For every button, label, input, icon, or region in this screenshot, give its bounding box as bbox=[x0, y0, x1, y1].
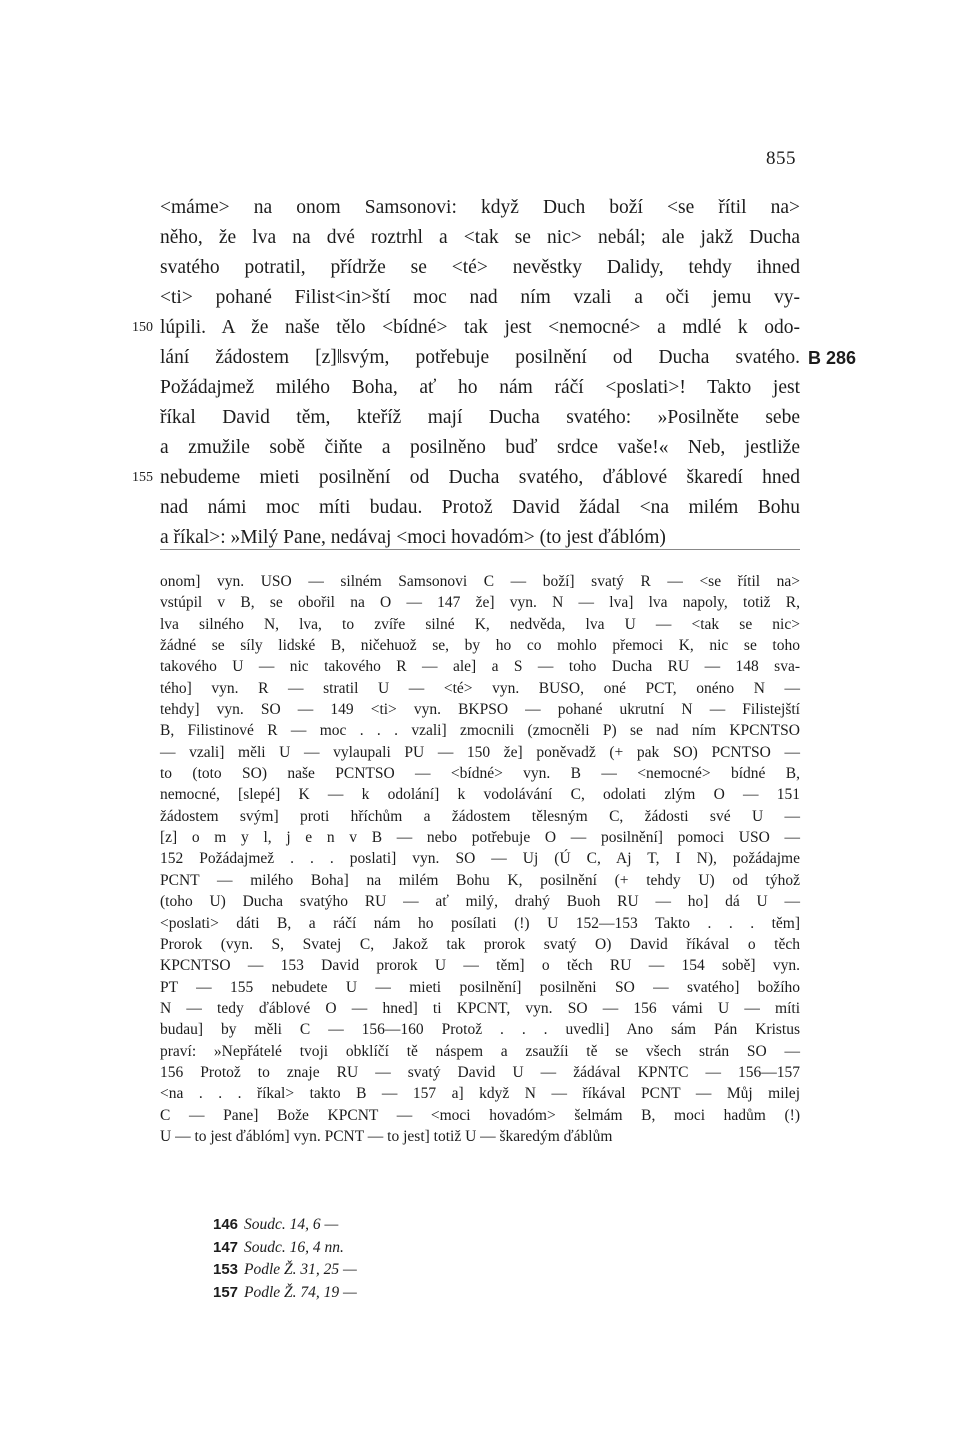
text-line bbox=[132, 463, 800, 493]
text-line bbox=[160, 373, 800, 403]
apparatus-line: PT — 155 nebudete U — mieti posilnění] posilněni SO — svatého] božího bbox=[160, 978, 800, 996]
line-number: 155 bbox=[132, 470, 153, 485]
reference-text: Soudc. 16, 4 nn. bbox=[244, 1238, 344, 1256]
line-text: a zmužile sobě čiňte a posilněno buď srdce vaše!« Neb, jestliže bbox=[160, 437, 800, 458]
margin-page-reference: B 286 bbox=[808, 348, 857, 368]
apparatus-line: KPCNTSO — 153 David prorok U — těm] o těch RU — 154 sobě] vyn. bbox=[160, 957, 800, 975]
apparatus-line: to (toto SO) naše PCNTSO — <bídné> vyn. B — <nemocné> bídné B, bbox=[160, 765, 800, 783]
line-text: svatého potratil, přídrže se <té> nevěstky Dalidy, tehdy ihned bbox=[160, 257, 800, 278]
line-text: <máme> na onom Samsonovi: když Duch boží <se řítil na> bbox=[160, 197, 800, 218]
apparatus-line: N — tedy ďáblové O — hned] ti KPCNT, vyn. SO — 156 vámi U — míti bbox=[160, 999, 800, 1017]
text-line bbox=[160, 223, 800, 253]
apparatus-line: PCNT — milého Boha] na milém Bohu K, posilnění (+ tehdy U) od týhož bbox=[160, 871, 800, 889]
reference-line-number: 146 bbox=[213, 1216, 239, 1233]
apparatus-line: tehdy] vyn. SO — 149 <ti> vyn. BKPSO — pohané ukrutní N — Filistejští bbox=[160, 701, 800, 719]
apparatus-line: — vzali] měli U — vylaupali PU — 150 že] poněvadž (+ pak SO) PCNTSO — bbox=[160, 743, 800, 761]
line-text: lúpili. A že naše tělo <bídné> tak jest <nemocné> a mdlé k odo- bbox=[160, 317, 800, 338]
text-line bbox=[160, 253, 800, 283]
line-text: nad námi moc míti budau. Protož David žádal <na milém Bohu bbox=[160, 497, 800, 518]
reference-text: Soudc. 14, 6 — bbox=[244, 1216, 339, 1233]
reference-text: Podle Ž. 31, 25 — bbox=[244, 1261, 357, 1278]
line-text: a říkal>: »Milý Pane, nedávaj <moci hovadóm> (to jest ďáblóm) bbox=[160, 527, 666, 548]
apparatus-line: onom] vyn. USO — silném Samsonovi C — boží] svatý R — <se řítil na> bbox=[160, 573, 800, 590]
text-line bbox=[160, 193, 800, 223]
text-line bbox=[160, 433, 800, 463]
apparatus-line: <poslati> dáti B, a ráčí nám ho posílati (!) U 152—153 Takto . . . těm] bbox=[160, 914, 800, 932]
text-line bbox=[160, 283, 800, 313]
page-number: 855 bbox=[766, 148, 796, 169]
apparatus-line: 156 Protož to znaje RU — svatý David U — žádával KPNTC — 156—157 bbox=[160, 1063, 800, 1081]
apparatus-line: žádostem svým] proti hříchům a žádostem tělesným C, žádosti své U — bbox=[160, 807, 800, 825]
apparatus-line: U — to jest ďáblóm] vyn. PCNT — to jest] totiž U — škaredým ďáblům bbox=[160, 1127, 613, 1145]
main-text bbox=[132, 193, 857, 553]
text-line bbox=[132, 313, 800, 343]
line-text: říkal David těm, kteříž mají Ducha svatého: »Posilněte sebe bbox=[160, 407, 800, 428]
reference-line bbox=[213, 1282, 357, 1305]
apparatus-line: Prorok (vyn. S, Svatej C, Jakož tak prorok svatý O) David říkával o těch bbox=[160, 935, 800, 953]
text-line bbox=[160, 343, 857, 373]
apparatus-line: (toho U) Ducha svatýho RU — ať milý, drahý Buoh RU — ho] dá U — bbox=[160, 893, 800, 911]
text-line bbox=[160, 493, 800, 523]
apparatus-line: tého] vyn. R — stratil U — <té> vyn. BUSO, oné PCT, onéno N — bbox=[160, 679, 800, 697]
apparatus-line: praví: »Nepřátelé tvoji obklíčí tě náspem a zsaužíi tě se všech strán SO — bbox=[160, 1042, 800, 1060]
reference-line bbox=[213, 1259, 357, 1282]
apparatus-divider bbox=[160, 549, 800, 550]
apparatus-line: nemocné, [slepé] K — k odolání] k vodolávání C, odolati zlým O — 151 bbox=[160, 786, 800, 804]
reference-line-number: 157 bbox=[213, 1283, 239, 1301]
critical-apparatus bbox=[160, 571, 800, 1147]
line-text: nebudeme mieti posilnění od Ducha svatého, ďáblové škaredí hned bbox=[160, 467, 800, 488]
apparatus-line: lva silného N, lva, to zvíře silné K, nedvěda, lva U — <tak se nic> bbox=[160, 615, 800, 633]
reference-line bbox=[213, 1237, 357, 1260]
reference-line-number: 147 bbox=[213, 1238, 239, 1256]
apparatus-line: B, Filistinové R — moc . . . vzali] zmocnili (zmocněli P) se nad ním KPCNTSO bbox=[160, 722, 800, 740]
line-text: <ti> pohané Filist<in>ští moc nad ním vzali a oči jemu vy- bbox=[160, 287, 800, 308]
apparatus-line: takového U — nic takového R — ale] a S — toho Ducha RU — 148 sva- bbox=[160, 658, 800, 676]
apparatus-line: žádné se síly lidské B, ničehuož se, by ho co mohlo přemoci K, nic se toho bbox=[160, 637, 800, 655]
apparatus-line: vstúpil v B, se obořil na O — 147 že] vyn. N — lva] lva napoly, totiž R, bbox=[160, 594, 800, 612]
biblical-references bbox=[213, 1214, 357, 1304]
reference-text: Podle Ž. 74, 19 — bbox=[244, 1283, 357, 1301]
apparatus-line: C — Pane] Bože KPCNT — <moci hovadóm> šelmám B, moci hadům (!) bbox=[160, 1106, 800, 1124]
text-line bbox=[160, 403, 800, 433]
apparatus-line: budau] by měli C — 156—160 Protož . . . uvedli] Ano sám Pán Kristus bbox=[160, 1021, 800, 1039]
reference-line-number: 153 bbox=[213, 1261, 239, 1278]
line-number: 150 bbox=[132, 320, 153, 335]
apparatus-line: [z] o m y l, j e n v B — nebo potřebuje O — posilnění] pomoci USO — bbox=[160, 829, 800, 847]
line-text: Požádajmež milého Boha, ať ho nám ráčí <poslati>! Takto jest bbox=[160, 377, 800, 398]
apparatus-line: <na . . . říkal> takto B — 157 a] když N — říkával PCNT — Můj milej bbox=[160, 1085, 800, 1103]
apparatus-line: 152 Požádajmež . . . poslati] vyn. SO — Uj (Ú C, Aj T, I N), požádajme bbox=[160, 850, 800, 868]
line-text: lání žádostem [z]‖svým, potřebuje posilnění od Ducha svatého. bbox=[160, 347, 800, 368]
line-text: něho, že lva na dvé roztrhl a <tak se nic> nebál; ale jakž Ducha bbox=[160, 227, 800, 248]
reference-line bbox=[213, 1214, 357, 1237]
